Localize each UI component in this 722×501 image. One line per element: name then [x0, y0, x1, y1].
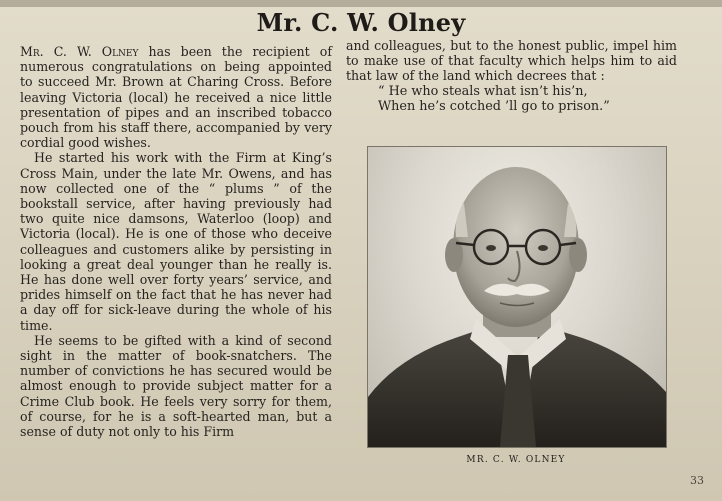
verse-line-1: “ He who steals what isn’t his’n, — [378, 83, 588, 99]
top-page-edge — [0, 0, 722, 7]
page-number: 33 — [690, 474, 704, 487]
right-eye — [538, 245, 548, 251]
paragraph-1 — [20, 44, 332, 150]
left-column — [20, 44, 332, 439]
paragraph-1-text: has been the recipient of numerous congratulations on being appointed to succeed Mr. Brown at Charing Cross. Before leaving Victoria (local) he received a nice little presentation of pipes and an inscribed tobacco pouch from his staff there, accompanied by very cordial good wishes. — [20, 44, 333, 151]
paragraph-4: and colleagues, but to the honest public, impel him to make use of that faculty which helps him to aid that law of the land which decrees that : — [346, 38, 677, 84]
paragraph-3: He seems to be gifted with a kind of second sight in the matter of book-snatchers. The number of convictions he has secured would be almost enough to provide subject matter for a Crime Club book. He feels very sorry for them, of course, for he is a soft-hearted man, but a sense of duty not only to his Firm — [20, 332, 332, 440]
necktie — [500, 355, 536, 447]
portrait-photo — [367, 146, 667, 448]
right-column-text — [346, 38, 677, 114]
photo-caption: MR. C. W. OLNEY — [466, 455, 566, 465]
verse-line-2: When he’s cotched ’ll go to prison.” — [378, 99, 610, 115]
paragraph-2: He started his work with the Firm at King’s Cross Main, under the late Mr. Owens, and has now collected one of the “ plums ” of the bookstall service, after having previously had two quite nice damsons, Waterloo (loop) and Victoria (local). He is one of those who deceive colleagues and customers alike by persisting in looking a great deal younger than he really is. He has done well over forty years’ service, and prides himself on the fact that he has never had a day off for sick-leave during the whole of his time. — [20, 150, 332, 333]
lead-name: Mr. C. W. Olney — [20, 44, 139, 59]
article-title: Mr. C. W. Olney — [256, 8, 466, 37]
left-eye — [486, 245, 496, 251]
portrait-illustration — [368, 147, 666, 447]
